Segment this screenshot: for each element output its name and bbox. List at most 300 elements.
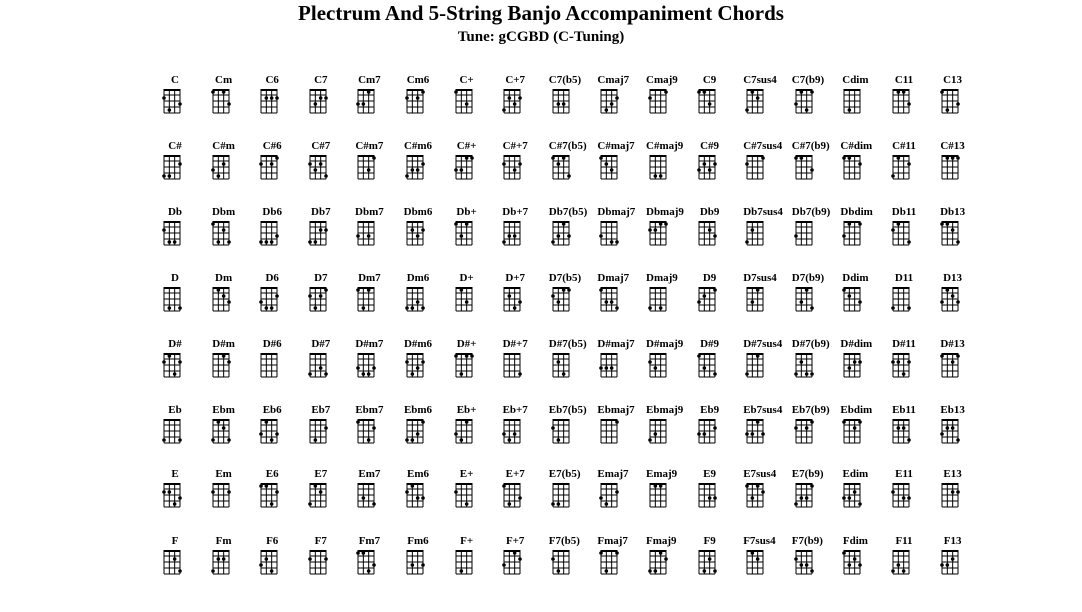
chord-diagram [597,206,645,266]
fretboard [601,155,625,183]
finger-dot [551,426,555,430]
nut [358,353,374,355]
fretboard [942,483,966,511]
chord-diagram [549,74,597,134]
fretboard [456,89,480,117]
chord-diagram [549,206,597,266]
finger-dot [275,490,279,494]
fretboard [699,419,723,447]
finger-dot [508,294,512,298]
finger-dot [168,240,172,244]
nut [164,155,180,157]
nut [504,419,520,421]
finger-dot [950,557,954,561]
chord-diagram [209,535,257,595]
nut [213,287,229,289]
finger-dot [697,300,701,304]
finger-dot [702,569,706,573]
finger-dot [464,420,468,424]
nut [261,89,277,91]
finger-dot [464,156,468,160]
fretboard [164,287,188,315]
finger-dot [405,174,409,178]
finger-dot [761,156,765,160]
nut [358,221,374,223]
finger-dot [416,96,420,100]
chord-name: Dmaj9 [646,272,678,284]
finger-dot [907,240,911,244]
finger-dot [751,300,755,304]
fretboard [650,287,674,315]
finger-dot [259,300,263,304]
finger-dot [950,426,954,430]
chord-diagram [209,468,257,528]
chord-name: Eb+7 [502,404,528,416]
finger-dot [600,156,604,160]
nut [407,419,423,421]
finger-dot [848,156,852,160]
nut [893,221,909,223]
finger-dot [713,569,717,573]
nut [650,550,666,552]
fretboard [358,221,382,249]
nut [504,353,520,355]
fretboard [844,353,868,381]
chord-diagram [695,468,743,528]
nut [796,419,812,421]
finger-dot [464,502,468,506]
finger-dot [411,228,415,232]
finger-dot [891,360,895,364]
finger-dot [270,438,274,442]
nut [553,353,569,355]
chord-diagram [403,338,451,398]
finger-dot [373,502,377,506]
nut [407,155,423,157]
finger-dot [416,234,420,238]
fretboard [164,483,188,511]
finger-dot [843,234,847,238]
finger-dot [270,306,274,310]
finger-dot [411,306,415,310]
finger-dot [464,300,468,304]
chord-diagram [840,535,888,595]
nut [796,155,812,157]
chord-diagram [889,404,937,464]
fretboard [699,550,723,578]
chord-name: D+ [459,272,474,284]
chord-diagram [597,140,645,200]
chord-name: Em7 [358,468,381,480]
chord-name: D#+7 [502,338,528,350]
finger-dot [275,234,279,238]
chord-diagram [306,74,354,134]
finger-dot [211,168,215,172]
finger-dot [940,300,944,304]
chord-diagram [354,272,402,332]
chord-name: C#dim [840,140,873,152]
finger-dot [259,484,263,488]
finger-dot [308,557,312,561]
nut [796,550,812,552]
fretboard [261,483,285,511]
chord-name: Fmaj9 [646,535,677,547]
finger-dot [940,222,944,226]
chord-name: C#7sus4 [743,140,783,152]
finger-dot [275,432,279,436]
nut [796,89,812,91]
finger-dot [459,234,463,238]
chord-diagram [743,74,791,134]
finger-dot [556,438,560,442]
finger-dot [270,569,274,573]
chord-diagram [792,338,840,398]
fretboard [942,221,966,249]
fretboard [261,155,285,183]
nut [213,353,229,355]
finger-dot [654,484,658,488]
finger-dot [502,162,506,166]
finger-dot [713,372,717,376]
chord-diagram [306,338,354,398]
finger-dot [848,366,852,370]
finger-dot [454,354,458,358]
finger-dot [707,168,711,172]
nut [553,550,569,552]
finger-dot [853,490,857,494]
finger-dot [956,300,960,304]
chord-diagram [889,272,937,332]
fretboard [747,221,771,249]
finger-dot [518,96,522,100]
chord-name: E [171,468,179,480]
finger-dot [562,372,566,376]
fretboard [504,287,528,315]
chord-name: D#7sus4 [743,338,783,350]
nut [407,353,423,355]
finger-dot [162,490,166,494]
chord-diagram [792,404,840,464]
finger-dot [508,438,512,442]
finger-dot [168,306,172,310]
finger-dot [518,496,522,500]
finger-dot [702,366,706,370]
chord-diagram [597,468,645,528]
chord-name: Dm6 [406,272,430,284]
nut [844,89,860,91]
chord-diagram [257,206,305,266]
fretboard [456,287,480,315]
fretboard [407,155,431,183]
finger-dot [891,569,895,573]
nut [699,483,715,485]
finger-dot [848,496,852,500]
chord-name: E11 [895,468,913,480]
nut [601,419,617,421]
chord-diagram [500,272,548,332]
chord-name: C9 [702,74,717,86]
finger-dot [702,162,706,166]
nut [747,89,763,91]
fretboard [699,353,723,381]
nut [747,419,763,421]
chord-diagram [792,468,840,528]
fretboard [796,353,820,381]
fretboard [164,221,188,249]
finger-dot [513,306,517,310]
chord-diagram [695,404,743,464]
finger-dot [697,90,701,94]
nut [942,550,958,552]
fretboard [358,550,382,578]
chord-name: Cm7 [358,74,381,86]
finger-dot [308,502,312,506]
finger-dot [162,174,166,178]
fretboard [796,155,820,183]
chord-name: Cm [215,74,233,86]
chord-diagram [354,140,402,200]
chord-name: E7(b9) [791,468,824,480]
finger-dot [707,557,711,561]
fretboard [650,483,674,511]
nut [650,287,666,289]
finger-dot [902,496,906,500]
fretboard [796,419,820,447]
chord-diagram [597,338,645,398]
nut [747,483,763,485]
nut [213,550,229,552]
finger-dot [411,563,415,567]
chord-name: Eb7sus4 [743,404,783,416]
finger-dot [454,490,458,494]
chord-diagram [403,468,451,528]
chord-diagram [257,74,305,134]
nut [747,155,763,157]
finger-dot [940,563,944,567]
fretboard [261,550,285,578]
finger-dot [178,162,182,166]
finger-dot [702,432,706,436]
nut [261,353,277,355]
chord-diagram [938,206,986,266]
finger-dot [605,162,609,166]
finger-dot [891,228,895,232]
fretboard [601,221,625,249]
nut [553,287,569,289]
nut [358,287,374,289]
chord-diagram [403,404,451,464]
fretboard [893,89,917,117]
finger-dot [508,502,512,506]
finger-dot [848,563,852,567]
chord-name: E9 [703,468,717,480]
finger-dot [464,222,468,226]
chord-diagram [840,468,888,528]
finger-dot [654,366,658,370]
finger-dot [697,354,701,358]
finger-dot [227,438,231,442]
fretboard [456,221,480,249]
finger-dot [810,306,814,310]
chord-name: D9 [702,272,717,284]
nut [747,353,763,355]
finger-dot [664,90,668,94]
finger-dot [848,222,852,226]
nut [310,353,326,355]
finger-dot [907,438,911,442]
chord-name: C#13 [940,140,965,152]
finger-dot [556,360,560,364]
finger-dot [605,569,609,573]
finger-dot [853,360,857,364]
chord-name: Db9 [699,206,720,218]
nut [456,287,472,289]
chord-name: Db6 [262,206,282,218]
finger-dot [357,102,361,106]
fretboard [164,89,188,117]
fretboard [844,483,868,511]
chord-name: E13 [943,468,962,480]
chord-name: Db7 [311,206,331,218]
chord-name: Eb7(b9) [791,404,830,416]
chord-name: E6 [265,468,279,480]
chord-diagram [209,206,257,266]
finger-dot [605,300,609,304]
chord-diagram [257,535,305,595]
finger-dot [502,108,506,112]
finger-dot [405,306,409,310]
chord-diagram [160,74,208,134]
nut [261,419,277,421]
finger-dot [556,300,560,304]
nut [844,483,860,485]
nut [504,221,520,223]
finger-dot [405,96,409,100]
chord-diagram [549,338,597,398]
chord-name: Eb7 [311,404,331,416]
finger-dot [654,228,658,232]
finger-dot [259,240,263,244]
chord-diagram [452,74,500,134]
fretboard [213,89,237,117]
finger-dot [178,102,182,106]
fretboard [844,89,868,117]
chord-name: Cm6 [406,74,430,86]
chord-name: D6 [265,272,279,284]
finger-dot [551,294,555,298]
finger-dot [756,288,760,292]
fretboard [699,483,723,511]
nut [844,155,860,157]
chord-name: D [171,272,179,284]
finger-dot [610,168,614,172]
finger-dot [454,168,458,172]
nut [796,353,812,355]
finger-dot [945,222,949,226]
fretboard [747,155,771,183]
finger-dot [648,96,652,100]
finger-dot [518,557,522,561]
nut [942,419,958,421]
finger-dot [173,557,177,561]
fretboard [601,550,625,578]
nut [164,221,180,223]
fretboard [844,221,868,249]
finger-dot [265,306,269,310]
finger-dot [551,240,555,244]
nut [796,221,812,223]
chord-diagram [306,468,354,528]
finger-dot [810,569,814,573]
finger-dot [518,372,522,376]
fretboard [407,550,431,578]
chord-diagram [354,468,402,528]
finger-dot [562,102,566,106]
chord-name: D13 [943,272,963,284]
finger-dot [308,294,312,298]
finger-dot [940,90,944,94]
fretboard [747,353,771,381]
fretboard [213,155,237,183]
finger-dot [454,90,458,94]
chord-name: D7sus4 [743,272,777,284]
finger-dot [610,300,614,304]
finger-dot [751,228,755,232]
chord-diagram [597,404,645,464]
chord-diagram [209,338,257,398]
finger-dot [902,569,906,573]
finger-dot [421,228,425,232]
finger-dot [421,306,425,310]
chord-name: C#+7 [502,140,528,152]
fretboard [310,221,334,249]
finger-dot [799,156,803,160]
chord-name: C#7 [311,140,331,152]
finger-dot [313,306,317,310]
chord-name: D#dim [840,338,873,350]
nut [942,155,958,157]
finger-dot [794,234,798,238]
fretboard [504,483,528,511]
finger-dot [373,366,377,370]
nut [310,287,326,289]
chord-name: C6 [265,74,279,86]
finger-dot [416,168,420,172]
finger-dot [324,426,328,430]
chord-name: D# [168,338,182,350]
finger-dot [745,484,749,488]
chord-name: Dbmaj7 [597,206,636,218]
chord-diagram [257,140,305,200]
finger-dot [799,300,803,304]
chord-diagram [889,535,937,595]
chord-diagram [597,535,645,595]
finger-dot [697,168,701,172]
chord-name: C+7 [505,74,526,86]
finger-dot [470,156,474,160]
fretboard [553,353,577,381]
finger-dot [459,569,463,573]
fretboard [358,419,382,447]
fretboard [407,89,431,117]
nut [407,287,423,289]
fretboard [796,221,820,249]
finger-dot [168,490,172,494]
fretboard [553,550,577,578]
chord-diagram [160,206,208,266]
finger-dot [362,306,366,310]
chord-diagram [306,404,354,464]
